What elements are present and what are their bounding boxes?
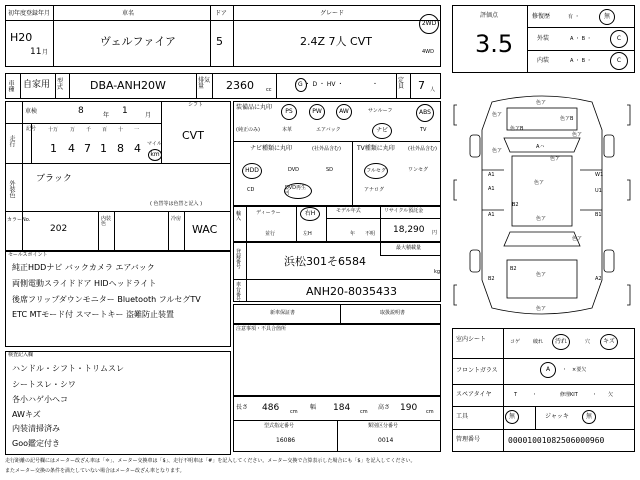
length-label: 長さ	[236, 404, 249, 411]
equip-navi: ナビ	[372, 123, 392, 139]
capacity-unit: 人	[430, 87, 436, 93]
height-label: 高さ	[378, 404, 391, 411]
interior-grade-label: 内装	[537, 57, 550, 64]
damage-label: B2	[512, 202, 519, 208]
mileage-digit-5: 4	[134, 142, 141, 155]
model-year-label: モデル年式	[336, 208, 361, 214]
footer-line-2: またメーター交換の条件を満たしていない場合はメーター改ざん車となります。	[5, 468, 185, 474]
damage-label: A1	[488, 186, 495, 192]
reg-date-label: 初年度登録年月	[8, 10, 51, 17]
tv-sub: (社外品含む)	[408, 146, 437, 152]
car-damage-diagram	[452, 90, 632, 320]
exterior-grade-label: 外装	[537, 35, 550, 42]
fuel-extra: ・	[372, 81, 379, 88]
navi-header: ナビ種類に丸印	[250, 145, 293, 152]
selling-line-1: 純正HDDナビ バックカメラ エアバック	[12, 263, 155, 272]
damage-label: 色アB	[560, 116, 574, 122]
seat-label: 室内シート	[456, 336, 487, 343]
digit-label-0: 十万	[48, 127, 59, 133]
digit-label-1: 万	[70, 127, 76, 133]
inspection-line-6: Goo鑑定付き	[12, 439, 60, 448]
tv-header: TV種類に丸印	[357, 145, 395, 152]
damage-label: 色ア	[572, 132, 583, 138]
model-cert-value: 16086	[276, 437, 296, 444]
drive-2wd: 2WD	[419, 14, 439, 34]
displacement: 2360	[226, 79, 254, 92]
damage-label: A1	[488, 172, 495, 178]
tv-fullseg: フルセグ	[364, 163, 388, 179]
damage-label: 色ア	[534, 180, 545, 186]
damage-label: 色ア	[536, 272, 547, 278]
class-label: 類別区分番号	[368, 423, 399, 429]
damage-label: 色ア	[536, 216, 547, 222]
plate-number: 浜松301そ6584	[284, 255, 366, 268]
katashiki-label: 型式	[57, 78, 64, 91]
exterior-grade-options: A ・ B ・	[570, 36, 592, 42]
selling-label: セールスポイント	[8, 252, 48, 258]
shaken-month: 1	[122, 106, 128, 116]
width-unit: cm	[360, 409, 368, 415]
side-car-type: 車種	[7, 80, 14, 92]
mileage-side-label: 走行	[8, 135, 15, 147]
damage-label: Aハ	[536, 144, 545, 150]
jack-label: ジャッキ	[545, 413, 569, 420]
damage-label: 色ア	[572, 236, 583, 242]
mileage-digit-0: 1	[50, 142, 57, 155]
damage-label: B1	[595, 212, 602, 218]
equip-sunroof: サンルーフ	[368, 108, 393, 114]
damage-label: A1	[488, 212, 495, 218]
aircon-value: WAC	[192, 223, 218, 236]
score-label: 評価点	[480, 12, 499, 19]
digit-label-3: 百	[102, 127, 108, 133]
exterior-grade: C	[610, 30, 628, 48]
handle-left: 左H	[303, 231, 312, 237]
navi-dvd-playback: DVD再生可	[284, 183, 312, 199]
equip-label: 装備品に丸印	[236, 104, 273, 111]
shaken-year-unit: 年	[103, 112, 110, 119]
handle-right: 右H	[300, 207, 320, 221]
digit-label-5: 一	[134, 127, 140, 133]
displacement-label: 排気量	[198, 77, 211, 90]
height-value: 190	[400, 403, 418, 413]
unit-km: km	[148, 149, 162, 161]
class-value: 0014	[378, 437, 394, 444]
selling-line-2: 両側電動スライドドア HIDヘッドライト	[12, 279, 157, 288]
grade-value: 2.4Z 7人 CVT	[300, 35, 372, 48]
inspection-line-1: ハンドル・シフト・トリムスレ	[12, 364, 124, 373]
import-parallel: 並行	[265, 231, 276, 237]
capacity-label: 定員	[398, 77, 405, 90]
spare-t: T	[514, 392, 518, 398]
digit-label-2: 千	[86, 127, 92, 133]
glass-dot: ・	[562, 367, 568, 373]
damage-label: 色ア	[492, 112, 503, 118]
unit-mile: マイル	[147, 141, 162, 147]
warranty-label: 新車保証書	[270, 310, 296, 316]
interior-grade: C	[610, 52, 628, 70]
recycle-yen: 円	[432, 230, 438, 236]
shift-value: CVT	[182, 129, 204, 142]
navi-sd: SD	[326, 167, 334, 173]
fuel-options: G ・ D ・ HV ・	[298, 81, 344, 88]
import-label: 輸入	[236, 211, 242, 222]
mileage-digit-2: 7	[84, 142, 91, 155]
damage-label: A2	[595, 276, 602, 282]
damage-label: 色ア	[536, 100, 547, 106]
tv-oneseg: ワンセグ	[408, 167, 429, 173]
seat-opt-scratch: キズ	[600, 334, 618, 350]
mileage-digit-1: 4	[68, 142, 75, 155]
inspection-line-5: 内装清掃済み	[12, 424, 60, 433]
seat-opt-hole: 穴	[585, 339, 591, 345]
recycle-value: 18,290	[393, 225, 425, 235]
notes-section	[233, 324, 441, 396]
shaken-month-unit: 月	[145, 112, 152, 119]
equip-tv: TV	[420, 127, 427, 133]
mileage-kigo: 記号	[26, 126, 37, 132]
chassis-label: 車台番号	[236, 282, 242, 303]
spare-kit: 修理KIT	[560, 392, 578, 398]
katashiki: DBA-ANH20W	[90, 79, 166, 92]
height-unit: cm	[426, 409, 434, 415]
damage-label: 色ア	[536, 306, 547, 312]
selling-line-3: 後席フリップダウンモニター Bluetooth フルセグTV	[12, 295, 201, 304]
max-load-label: 最大積載量	[396, 245, 422, 251]
spare-label: スペアタイヤ	[456, 391, 492, 398]
chassis-number: ANH20-8035433	[306, 285, 397, 298]
spare-dot-2: ・	[592, 392, 598, 398]
inspection-label: 検査記入欄	[8, 352, 34, 358]
navi-dvd: DVD	[288, 167, 300, 173]
tools-value: 無	[505, 410, 519, 424]
mileage-digit-4: 8	[117, 142, 124, 155]
tv-analog: アナログ	[364, 187, 385, 193]
shaken-year: 8	[78, 106, 84, 116]
equip-leather: 本革	[282, 127, 293, 133]
equip-aw: AW	[336, 104, 352, 120]
width-value: 184	[333, 403, 351, 413]
reg-era: H20	[10, 31, 33, 44]
interior-grade-options: A ・ B ・	[570, 58, 592, 64]
damage-label: B2	[510, 266, 517, 272]
usage-type: 自家用	[23, 80, 51, 90]
repair-options: 有 ・	[568, 14, 580, 20]
equip-sublabel: (純正のみ)	[236, 127, 260, 133]
shaken-label: 車検	[25, 108, 38, 115]
equip-airbag: エアバック	[316, 127, 341, 133]
mgmt-label: 管理番号	[456, 436, 481, 443]
glass-x: ×要欠	[572, 367, 587, 373]
damage-label: U1	[595, 188, 602, 194]
color-code-label: カラーNo.	[7, 217, 31, 223]
navi-hdd: HDD	[242, 163, 262, 179]
footer-line-1: 走行距離の記号欄にはメーター改ざん車は「＊」、メーター交換車は「$」、走行不明車は「#」を記入してください。メーター交換で合算表示した場合にも「$」を記入してください。	[5, 458, 416, 464]
model-year-unit: 年	[350, 231, 356, 237]
damage-label: 色アB	[510, 126, 524, 132]
ext-color-label: 外装色	[8, 180, 15, 198]
reg-month: 11	[30, 47, 42, 57]
damage-label: 色ア	[550, 156, 561, 162]
plate-label: 登録番号	[236, 249, 242, 270]
warranty-row	[233, 304, 441, 324]
color-note: ( 色替等は色替と記入 )	[150, 201, 203, 207]
seat-opt-tear: 破れ	[533, 339, 544, 345]
inspection-line-2: シートスレ・シワ	[12, 380, 76, 389]
repair-label: 修復歴	[532, 13, 551, 20]
color-code: 202	[50, 224, 68, 234]
import-dealer: ディーラー	[256, 210, 281, 216]
mileage-digit-3: 1	[100, 142, 107, 155]
seat-opt-burn: コゲ	[510, 339, 521, 345]
model-label: 車名	[122, 10, 135, 17]
max-load-unit: kg	[434, 269, 441, 275]
model-year-unknown: 不明	[365, 231, 376, 237]
door-count: 5	[216, 35, 223, 48]
navi-sub: (社外品含む)	[312, 146, 341, 152]
navi-cd: CD	[247, 187, 255, 193]
spare-dot-1: ・	[532, 392, 538, 398]
inspection-line-3: 各小ハゲ小ヘコ	[12, 395, 68, 404]
capacity: 7	[418, 79, 425, 92]
spare-missing: 欠	[608, 392, 614, 398]
length-unit: cm	[290, 409, 298, 415]
grade-label: グレード	[320, 10, 345, 17]
length-value: 486	[262, 403, 280, 413]
drive-4wd: 4WD	[422, 49, 434, 55]
selling-line-4: ETC MTモード付 スマートキー 盗難防止装置	[12, 310, 174, 319]
displacement-unit: cc	[266, 87, 272, 93]
digit-label-4: 十	[118, 127, 124, 133]
door-label: ドア	[215, 10, 227, 17]
repair-none: 無	[599, 9, 615, 25]
reg-month-unit: 月	[42, 49, 49, 56]
tools-label: 工具	[456, 413, 469, 420]
width-label: 幅	[310, 404, 317, 411]
mgmt-number: 000010010825060009​60	[508, 436, 605, 445]
manual-label: 取扱説明書	[380, 310, 406, 316]
recycle-label: リサイクル預託金	[384, 208, 424, 214]
shift-label: シフト	[188, 102, 204, 108]
aircon-label: 冷房	[171, 216, 182, 222]
score-value: 3.5	[475, 30, 514, 58]
jack-value: 無	[582, 410, 596, 424]
equip-ps: PS	[281, 104, 297, 120]
int-color-label: 内装色	[101, 216, 112, 227]
damage-label: B2	[488, 276, 495, 282]
notes-label: 注意事項・不具合箇所	[236, 326, 287, 332]
seat-opt-stain: 汚れ	[552, 334, 570, 350]
glass-label: フロントガラス	[456, 367, 498, 374]
model-name: ヴェルファイア	[100, 35, 177, 48]
damage-label: 色ア	[492, 148, 503, 154]
equip-pw: PW	[309, 104, 325, 120]
glass-a: A	[540, 362, 556, 378]
inspection-line-4: AWキズ	[12, 410, 41, 419]
equip-abs: ABS	[416, 104, 434, 122]
color-value: ブラック	[36, 174, 72, 184]
model-cert-label: 型式指定番号	[264, 423, 295, 429]
damage-label: W1	[595, 172, 604, 178]
